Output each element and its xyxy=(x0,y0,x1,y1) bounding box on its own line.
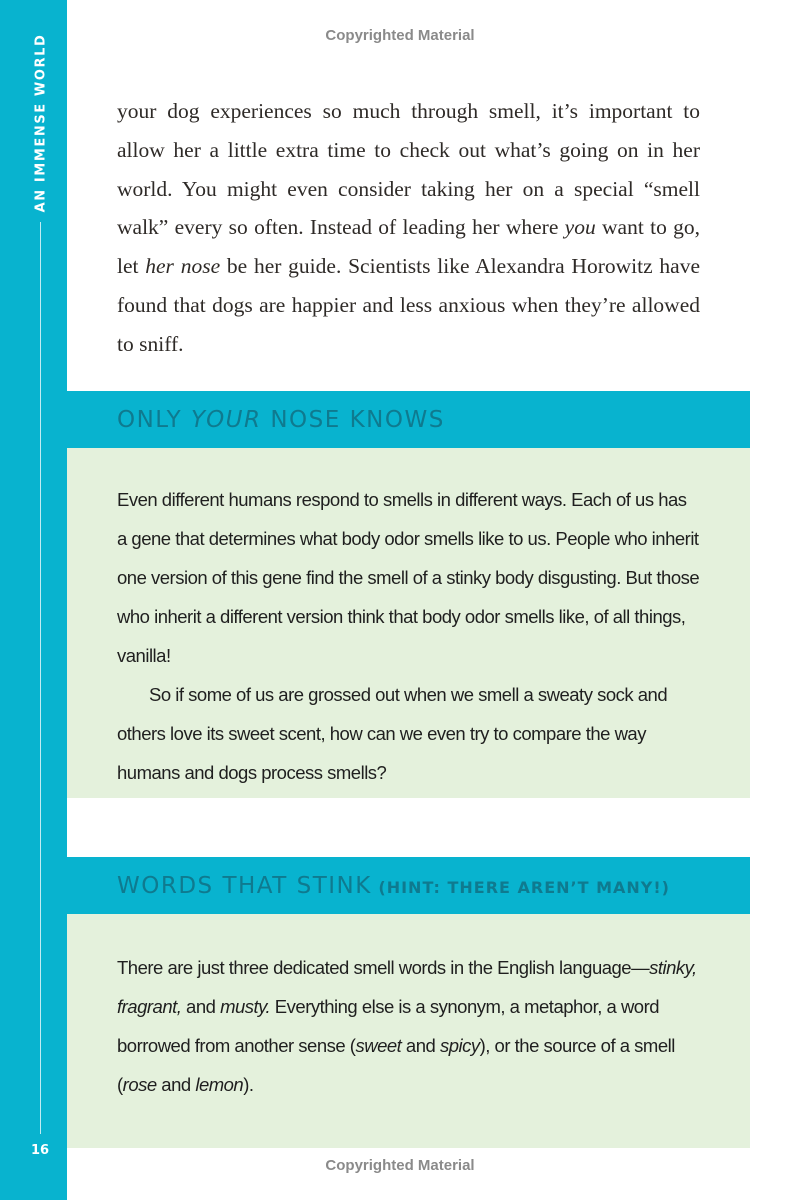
emphasis: spicy xyxy=(439,1035,480,1056)
watermark-top: Copyrighted Material xyxy=(325,27,475,44)
emphasis: her nose xyxy=(145,254,221,279)
text-part: ). xyxy=(243,1074,254,1095)
sidebar-header-words-stink xyxy=(67,857,750,914)
body-text-part: be her guide. Scientists like Alexandra Horowitz have found that dogs are happier and less anxious when they’re allowed to sniff. xyxy=(117,254,700,356)
sidebar-title-emphasis: YOUR xyxy=(190,407,262,433)
text-part: There are just three dedicated smell words in the English language— xyxy=(117,957,650,978)
body-paragraph xyxy=(117,92,700,364)
emphasis: musty. xyxy=(220,996,271,1017)
sidebar-paragraph xyxy=(117,948,700,1104)
sidebar-title-part: WORDS THAT STINK xyxy=(117,873,372,899)
emphasis: lemon xyxy=(195,1074,244,1095)
page-number: 16 xyxy=(31,1143,50,1158)
running-head: AN IMMENSE WORLD xyxy=(33,33,49,213)
emphasis: rose xyxy=(122,1074,157,1095)
text-part: and xyxy=(401,1035,440,1056)
emphasis: fragrant, xyxy=(117,996,182,1017)
sidebar-title-subtitle: (HINT: THERE AREN’T MANY!) xyxy=(371,878,670,897)
sidebar-paragraph: Even different humans respond to smells in different ways. Each of us has a gene that determines what body odor smells like to us. People who inherit one version of this gene find the smell of a stinky body disgusting. But those who inherit a different version think that body odor smells like, of all things, vanilla! xyxy=(117,489,700,666)
watermark-bottom: Copyrighted Material xyxy=(325,1157,475,1174)
emphasis: you xyxy=(564,215,596,240)
body-text-part: your dog experiences so much through smell, it’s important to allow her a little extra time to check out what’s going on in her world. You might even consider taking her on a special “smell walk” every so often. Instead of leading her where xyxy=(117,99,700,240)
sidebar-text xyxy=(117,480,700,792)
text-part: and xyxy=(181,996,221,1017)
text-part: Everything else is a synonym, a metaphor, a word borrowed from another sense ( xyxy=(117,996,660,1056)
sidebar-header-nose-knows xyxy=(67,391,750,448)
sidebar-box-nose-knows xyxy=(67,448,750,798)
sidebar-title xyxy=(117,873,670,899)
sidebar-title xyxy=(117,407,445,433)
text-part: ), or the source of a smell ( xyxy=(117,1035,675,1095)
sidebar-text xyxy=(117,948,700,1104)
text-part: and xyxy=(156,1074,196,1095)
sidebar-paragraph: So if some of us are grossed out when we smell a sweaty sock and others love its sweet scent, how can we even try to compare the way humans and dogs process smells? xyxy=(117,684,668,783)
emphasis: stinky, xyxy=(649,957,697,978)
side-divider-line xyxy=(40,222,41,1134)
sidebar-title-part: NOSE KNOWS xyxy=(261,407,445,433)
sidebar-title-part: ONLY xyxy=(117,407,191,433)
body-text-part: want to go, let xyxy=(117,215,700,279)
emphasis: sweet xyxy=(355,1035,402,1056)
sidebar-box-words-stink xyxy=(67,914,750,1148)
